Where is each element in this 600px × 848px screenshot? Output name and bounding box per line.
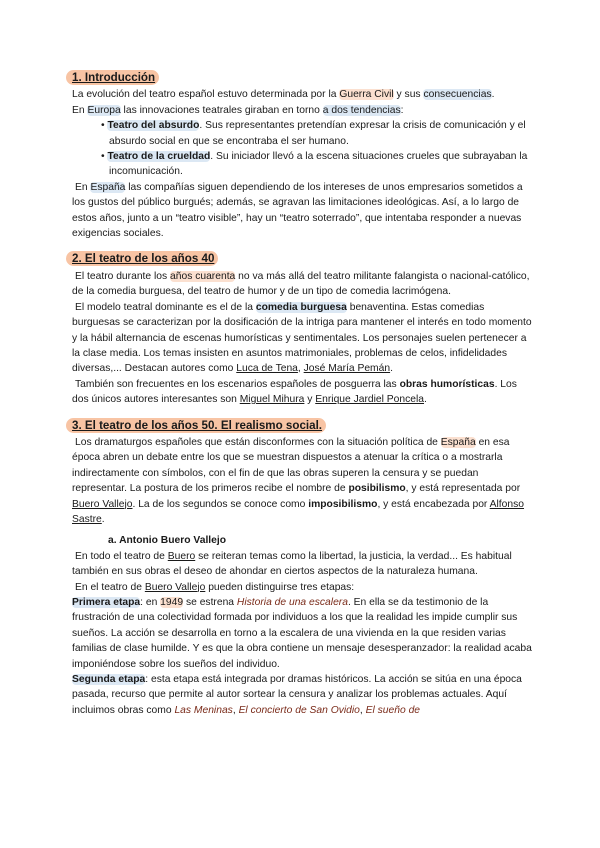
paragraph: La evolución del teatro español estuvo determinada por la Guerra Civil y sus consecuencias. [72,89,495,101]
paragraph: El modelo teatral dominante es el de la comedia burguesa benaventina. Estas comedias burguesas se caracterizan por la dosificación de la intriga para mantener el interés en todo momento y la hábil alternancia de escenas humorísticas y sentimentales. Los personajes suelen pertenecer a la clase media. Los temas insisten en asuntos matrimoniales, problemas de celos, infidelidades diversas,... Destacan autores como Luca de Tena, José María Pemán. [72,301,532,375]
section-introduccion [72,70,534,241]
bullet-item: • Teatro del absurdo. Sus representantes pretendían expresar la crisis de comunicación y el absurdo social en que se encontraba el ser humano. [101,120,526,147]
section-anos-50 [72,418,534,719]
section-title: 2. El teatro de los años 40 [66,251,218,266]
paragraph: Segunda etapa: esta etapa está integrada por dramas históricos. La acción se sitúa en una época pasada, recurso que permite al autor sortear la censura y analizar los problemas actuales. Aquí incluimos obras como Las Meninas, El concierto de San Ovidio, El sueño de [72,674,522,716]
paragraph: En todo el teatro de Buero se reiteran temas como la libertad, la justicia, la verdad... Es habitual también en sus obras el deseo de ahondar en ciertos aspectos de la naturaleza humana. [72,550,512,578]
subsection-title: a. Antonio Buero Vallejo [108,535,227,547]
paragraph: En Europa las innovaciones teatrales giraban en torno a dos tendencias: [72,104,404,116]
section-title: 3. El teatro de los años 50. El realismo social. [66,418,326,433]
section-title: 1. Introducción [66,70,159,85]
paragraph: En el teatro de Buero Vallejo pueden distinguirse tres etapas: [75,581,355,593]
paragraph: En España las compañías siguen dependiendo de los intereses de unos empresarios sometidos a los gustos del público burgués; además, se agravan las limitaciones ideológicas. Así, a lo largo de estos años, junto a un “teatro visible”, hay un “teatro soterrado”, que intentaba responder a nuevas exigencias sociales. [72,181,523,240]
section-anos-40 [72,251,534,407]
paragraph: También son frecuentes en los escenarios españoles de posguerra las obras humorísticas. Los dos únicos autores interesantes son Miguel Mihura y Enrique Jardiel Poncela. [72,378,517,406]
document-body [72,70,534,728]
paragraph: El teatro durante los años cuarenta no va más allá del teatro militante falangista o nacional-católico, de la comedia burguesa, del teatro de humor y de un tipo de comedia lacrimógena. [72,270,530,298]
bullet-item: • Teatro de la crueldad. Su iniciador llevó a la escena situaciones crueles que subrayaban la incomunicación. [101,151,528,178]
paragraph: Los dramaturgos españoles que están disconformes con la situación política de España en esa época abren un debate entre los que se muestran dispuestos a atenuar la crítica o a mostrarla indirectamente con símbolos, con el fin de que las obras superen la censura y se puedan representar. La postura de los primeros recibe el nombre de posibilismo, y está representada por Buero Vallejo. La de los segundos se conoce como imposibilismo, y está encabezada por Alfonso Sastre. [72,436,525,525]
paragraph: Primera etapa: en 1949 se estrena Historia de una escalera. En ella se da testimonio de la frustración de una colectividad formada por individuos a los que la realidad les impide cumplir sus sueños. La acción se desarrolla en torno a la escalera de una vivienda en la que residen varias familias de clase humilde. Y es que la obra contiene un mensaje desesperanzador: la realidad acaba imponiéndose sobre los sueños del individuo. [72,597,532,670]
